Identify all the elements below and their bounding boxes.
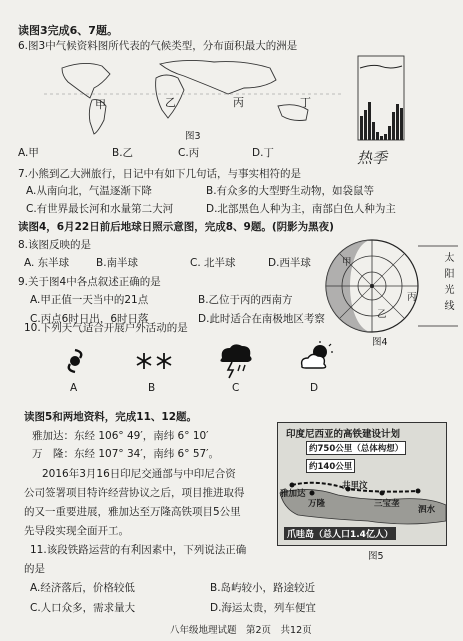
figure5-city-jakarta: 雅加达 [280,489,306,499]
question-8: 8.该图反映的是 [18,239,92,251]
figure5-city-cirebon: 井里汶 [342,481,368,491]
question-6: 6.图3中气候资料图所代表的气候类型，分布面积最大的洲是 [18,40,298,52]
q8-option-d[interactable]: D.西半球 [268,257,311,269]
typhoon-icon[interactable] [62,348,88,374]
jakarta-coordinates: 雅加达：东经 106° 49′，南纬 6° 10′ [32,430,209,442]
q8-option-c[interactable]: C. 北半球 [190,257,236,269]
figure5-caption: 图5 [368,551,384,562]
figure5-city-semarang: 三宝垄 [374,499,400,509]
fig4-label-jia: 甲 [342,257,352,268]
map-label-yi: 乙 [165,96,176,109]
q10-label-d: D [310,382,319,394]
map-label-jia: 甲 [95,98,106,111]
bandung-coordinates: 万 隆：东经 107° 34′，南纬 6° 57′。 [32,448,220,460]
q7-option-c[interactable]: C.有世界最长河和水量第二大河 [26,203,174,215]
figure5-title: 印度尼西亚的高铁建设计划 [286,429,401,440]
q11-option-c[interactable]: C.人口众多，需求量大 [30,602,136,614]
q10-label-b: B [148,382,156,394]
question-10: 10.下列天气适合开展户外活动的是 [24,322,188,334]
page-footer: 八年级地理试题 第2页 共12页 [170,625,312,636]
fig4-label-bing: 丙 [407,292,417,303]
q11-option-d[interactable]: D.海运太贵，列车便宜 [210,602,316,614]
paragraph-line-2: 公司签署项目特许经营协议之后，项目推进取得 [24,487,245,499]
figure3-caption: 图3 [185,131,201,142]
q9-option-b[interactable]: B.乙位于丙的西南方 [198,294,293,306]
q10-label-c: C [232,382,240,394]
figure5-leg-length: 约140公里 [306,459,355,473]
paragraph-line-4: 先导段实现全面开工。 [24,525,129,537]
q11-option-b[interactable]: B.岛屿较小，路途较近 [210,582,316,594]
q6-option-a[interactable]: A.甲 [18,147,39,159]
q7-option-b[interactable]: B.有众多的大型野生动物，如袋鼠等 [206,185,375,197]
question-11: 11.该段铁路运营的有利因素中，下列说法正确 [30,544,247,556]
snow-icon[interactable] [134,350,174,372]
figure5-city-surabaya: 泗水 [418,505,436,515]
q8-option-b[interactable]: B.南半球 [96,257,139,269]
thunderstorm-icon[interactable] [214,340,256,380]
q10-label-a: A [70,382,78,394]
q7-option-d[interactable]: D.北部黑色人种为主，南部白色人种为主 [206,203,396,215]
map-label-bing: 丙 [233,96,244,109]
question-9: 9.关于图4中各点叙述正确的是 [18,276,161,288]
figure5-city-bandung: 万隆 [308,499,326,509]
section-title-q6-7: 读图3完成6、7题。 [18,24,118,37]
figure4-caption: 图4 [372,337,388,348]
q9-option-d[interactable]: D.此时适合在南极地区考察 [198,313,325,325]
paragraph-line-1: 2016年3月16日印尼交通部与中印尼合资 [42,468,236,480]
section-title-q8-9: 读图4，6月22日前后地球日照示意图，完成8、9题。(阴影为黑夜) [18,221,334,233]
section-title-q11-12: 读图5和两地资料，完成11、12题。 [24,411,198,423]
q8-option-a[interactable]: A. 东半球 [24,257,70,269]
handwritten-note: 热季 [357,149,388,167]
climate-chart [348,52,414,146]
question-11-cont: 的是 [24,563,45,575]
world-map-figure3 [44,54,344,136]
map-label-ding: 丁 [300,96,311,109]
partly-cloudy-icon[interactable] [298,340,334,372]
q6-option-b[interactable]: B.乙 [112,147,134,159]
q6-option-d[interactable]: D.丁 [252,147,274,159]
question-7: 7.小熊到乙大洲旅行，日记中有如下几句话，与事实相符的是 [18,168,302,180]
figure5-total-length: 约750公里（总体构想） [306,441,406,455]
q9-option-c[interactable]: C.丙点6时日出，6时日落 [30,313,149,325]
paragraph-line-3: 的又一重要进展，雅加达至万隆高铁项目5公里 [24,506,241,518]
figure5-map [277,422,447,546]
q7-option-a[interactable]: A.从南向北，气温逐渐下降 [26,185,152,197]
q9-option-a[interactable]: A.甲正值一天当中的21点 [30,294,149,306]
q11-option-a[interactable]: A.经济落后，价格较低 [30,582,135,594]
fig4-label-yi: 乙 [377,309,387,320]
globe-figure4 [318,236,460,340]
q6-option-c[interactable]: C.丙 [178,147,200,159]
figure5-java-label: 爪哇岛（总人口1.4亿人） [284,527,396,540]
fig4-sun-rays-label: 太阳光线 [442,252,453,316]
